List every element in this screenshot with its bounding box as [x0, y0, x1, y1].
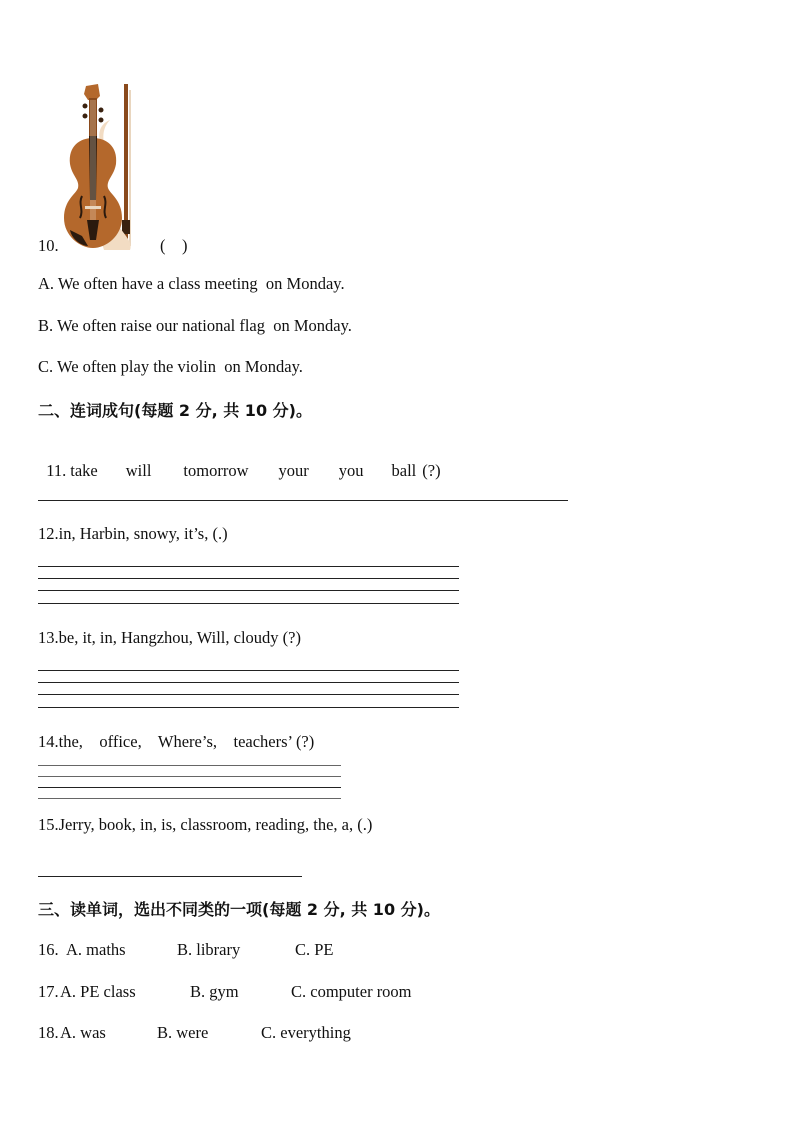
q15-answer-line[interactable]: [38, 876, 302, 877]
q16-option-a[interactable]: A. maths: [66, 940, 126, 959]
q17-option-a[interactable]: A. PE class: [60, 982, 136, 1001]
q18-option-c[interactable]: C. everything: [261, 1023, 351, 1042]
q18-number: 18.: [38, 1023, 59, 1042]
q16-option-c[interactable]: C. PE: [295, 940, 334, 959]
q16-number: 16.: [38, 940, 59, 959]
q11-word: will: [125, 461, 152, 480]
q18-option-a[interactable]: A. was: [60, 1023, 106, 1042]
q10-number: 10.: [38, 236, 59, 255]
q11-word: ball: [391, 461, 417, 480]
q12-answer-line[interactable]: [38, 590, 459, 591]
q10-option-c: C. We often play the violin on Monday.: [38, 357, 303, 376]
q11-answer-line[interactable]: [38, 500, 568, 501]
q10-option-b: B. We often raise our national flag on Monday.: [38, 316, 352, 335]
q14-answer-line[interactable]: [38, 776, 341, 777]
q12-answer-line[interactable]: [38, 566, 459, 567]
q15-prompt: 15.Jerry, book, in, is, classroom, reading, the, a, (.): [38, 815, 373, 834]
q13-answer-line[interactable]: [38, 694, 459, 695]
q14-answer-line[interactable]: [38, 765, 341, 766]
q13-answer-line[interactable]: [38, 682, 459, 683]
q14-answer-line[interactable]: [38, 787, 341, 788]
q12-answer-line[interactable]: [38, 578, 459, 579]
q13-answer-line[interactable]: [38, 670, 459, 671]
q10-answer-bracket[interactable]: ( ): [160, 236, 188, 255]
q11-punct: (?): [422, 461, 441, 480]
section2-heading: 二、连词成句(每题 2 分, 共 10 分)。: [38, 401, 312, 420]
q16-option-b[interactable]: B. library: [177, 940, 241, 959]
q11-word: you: [338, 461, 364, 480]
q12-answer-line[interactable]: [38, 603, 459, 604]
q11-row: [38, 441, 441, 481]
q11-number: 11.: [46, 461, 67, 480]
q11-word: take: [70, 461, 98, 480]
q17-option-c[interactable]: C. computer room: [291, 982, 412, 1001]
q13-answer-line[interactable]: [38, 707, 459, 708]
q17-number: 17.: [38, 982, 59, 1001]
q18-option-b[interactable]: B. were: [157, 1023, 209, 1042]
q13-prompt: 13.be, it, in, Hangzhou, Will, cloudy (?): [38, 628, 301, 647]
q17-option-b[interactable]: B. gym: [190, 982, 239, 1001]
q14-prompt: 14.the, office, Where’s, teachers’ (?): [38, 732, 315, 751]
q14-answer-line[interactable]: [38, 798, 341, 799]
section3-heading: 三、读单词，选出不同类的一项(每题 2 分, 共 10 分)。: [38, 900, 440, 919]
q11-word: your: [278, 461, 309, 480]
q11-word: tomorrow: [183, 461, 249, 480]
q12-prompt: 12.in, Harbin, snowy, it’s, (.): [38, 524, 228, 543]
q10-option-a: A. We often have a class meeting on Monday.: [38, 274, 345, 293]
violin-icon: [58, 80, 158, 252]
